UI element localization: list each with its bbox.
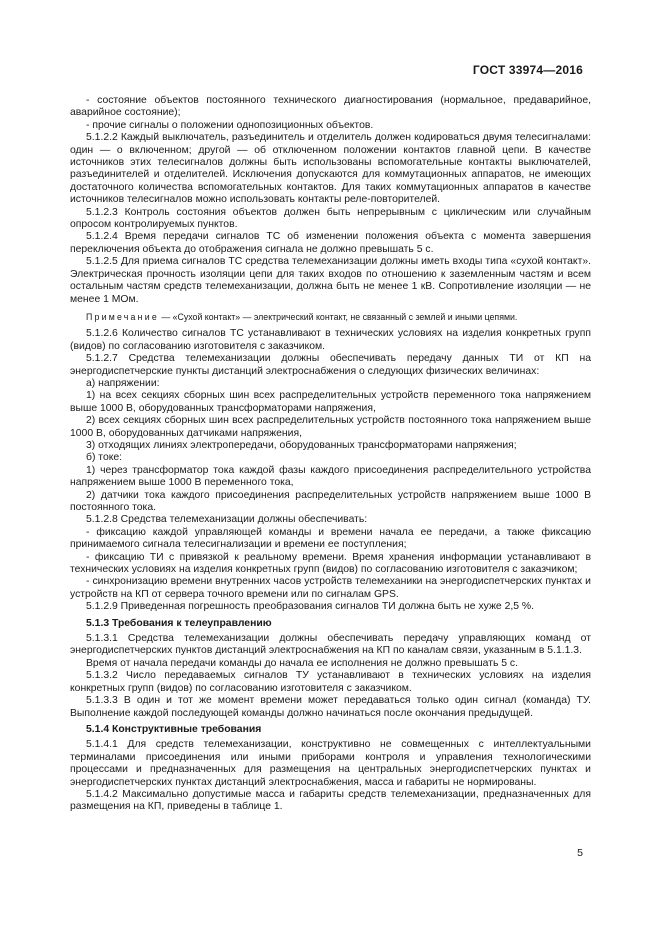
paragraph: 5.1.4.1 Для средств телемеханизации, конструктивно не совмещенных с интеллектуальными терминалами присоединения или иными приборами контроля и управления технологическими процессами и предназначенных для размещения на центральных энергодиспетчерских пунктах и энергодиспетчерских пунктах дистанций электроснабжения, масса и габариты не нормированы. — [70, 739, 591, 788]
note — [70, 311, 591, 323]
paragraph: Время от начала передачи команды до начала ее исполнения не должно превышать 5 с. — [86, 657, 519, 669]
paragraph: 5.1.2.8 Средства телемеханизации должны обеспечивать: — [86, 514, 368, 526]
paragraph: б) токе: — [86, 452, 123, 464]
paragraph: 5.1.2.2 Каждый выключатель, разъединитель и отделитель должен кодироваться двумя телесигналами: один — о включенном; другой — об отключенном положении контактов главной цепи. В качестве источников этих телесигналов должны быть использованы вспомогательные контакты выключателей, разъединителей и отделителей. Исключения допускаются для коммутационных аппаратов, не имеющих достаточного количества вспомогательных контактов. Для таких коммутационных аппаратов в качестве источников телесигналов можно использовать контакты реле-повторителей. — [70, 132, 591, 206]
paragraph: 5.1.2.9 Приведенная погрешность преобразования сигналов ТИ должна быть не хуже 2,5 %. — [86, 601, 535, 613]
paragraph: 5.1.4.2 Максимально допустимые масса и габариты средств телемеханизации, предназначенных для размещения на КП, приведены в таблице 1. — [70, 788, 591, 813]
paragraph: 5.1.2.6 Количество сигналов ТС устанавливают в технических условиях на изделия конкретных групп (видов) по согласованию изготовителя с заказчиком. — [70, 328, 591, 352]
paragraph: - синхронизацию времени внутренних часов устройств телемеханики на энергодиспетчерских пунктах и устройств на КП от сервера точного времени или по сигналам GPS. — [70, 576, 591, 600]
paragraph: 5.1.2.4 Время передачи сигналов ТС об изменении положения объекта с момента завершения переключения объекта до отображения сигнала не должно превышать 5 с. — [70, 231, 591, 255]
paragraph: а) напряжении: — [86, 377, 160, 389]
paragraph: 1) через трансформатор тока каждой фазы каждого присоединения распределительного устройства напряжением выше 1000 В переменного тока, — [70, 464, 591, 489]
document-body — [70, 95, 591, 814]
section-heading-telecontrol: 5.1.3 Требования к телеуправлению — [86, 617, 272, 629]
paragraph: - фиксацию каждой управляющей команды и времени начала ее передачи, а также фиксацию принимаемого сигнала телесигнализации и времени ее поступления; — [70, 526, 591, 551]
paragraph: 5.1.3.2 Число передаваемых сигналов ТУ устанавливают в технических условиях на изделия конкретных групп (видов) по согласованию изготовителя с заказчиком. — [70, 670, 591, 694]
paragraph: 2) всех секциях сборных шин всех распределительных устройств постоянного тока напряжением выше 1000 В, оборудованных датчиками напряжения, — [70, 415, 591, 439]
paragraph: 5.1.3.1 Средства телемеханизации должны обеспечивать передачу управляющих команд от энергодиспетчерских пунктов дистанций электроснабжения на КП по каналам связи, указанным в 5.1.1.3. — [70, 633, 591, 657]
paragraph: 5.1.2.7 Средства телемеханизации должны обеспечивать передачу данных ТИ от КП на энергодиспетчерские пункты дистанций электроснабжения о следующих физических величинах: — [70, 353, 591, 377]
paragraph: 5.1.3.3 В один и тот же момент времени может передаваться только один сигнал (команда) ТУ. Выполнение каждой последующей команды должно начинаться после окончания предыдущей. — [70, 695, 591, 719]
note-text: — «Сухой контакт» — электрический контакт, не связанный с землей и иными цепями. — [158, 311, 518, 322]
note-label: Примечание — [86, 311, 159, 322]
paragraph: - состояние объектов постоянного технического диагностирования (нормальное, предаварийное, аварийное состояние); — [70, 95, 591, 119]
page-number: 5 — [577, 847, 583, 859]
section-heading-design: 5.1.4 Конструктивные требования — [86, 723, 262, 735]
paragraph: 2) датчики тока каждого присоединения распределительных устройств напряжением выше 1000 В постоянного тока. — [70, 489, 591, 513]
document-code: ГОСТ 33974—2016 — [472, 63, 583, 77]
paragraph: 1) на всех секциях сборных шин всех распределительных устройств переменного тока напряжением выше 1000 В, оборудованных трансформаторами напряжения, — [70, 390, 591, 414]
paragraph: 3) отходящих линиях электропередачи, оборудованных трансформаторами напряжения; — [86, 439, 517, 451]
paragraph: - прочие сигналы о положении однопозиционных объектов. — [86, 119, 374, 131]
paragraph: - фиксацию ТИ с привязкой к реальному времени. Время хранения информации устанавливают в технических условиях на изделия конкретных групп (видов) по согласованию изготовителя с заказчиком; — [70, 551, 591, 576]
paragraph: 5.1.2.3 Контроль состояния объектов должен быть непрерывным с циклическим или случайным опросом контролируемых пунктов. — [70, 206, 591, 231]
paragraph: 5.1.2.5 Для приема сигналов ТС средства телемеханизации должны иметь входы типа «сухой контакт». Электрическая прочность изоляции цепи для таких входов по отношению к заземленным частям и всем остальным частям средств телемеханизации, должна быть не менее 1 кВ. Сопротивление изоляции — не менее 1 МОм. — [70, 256, 591, 305]
